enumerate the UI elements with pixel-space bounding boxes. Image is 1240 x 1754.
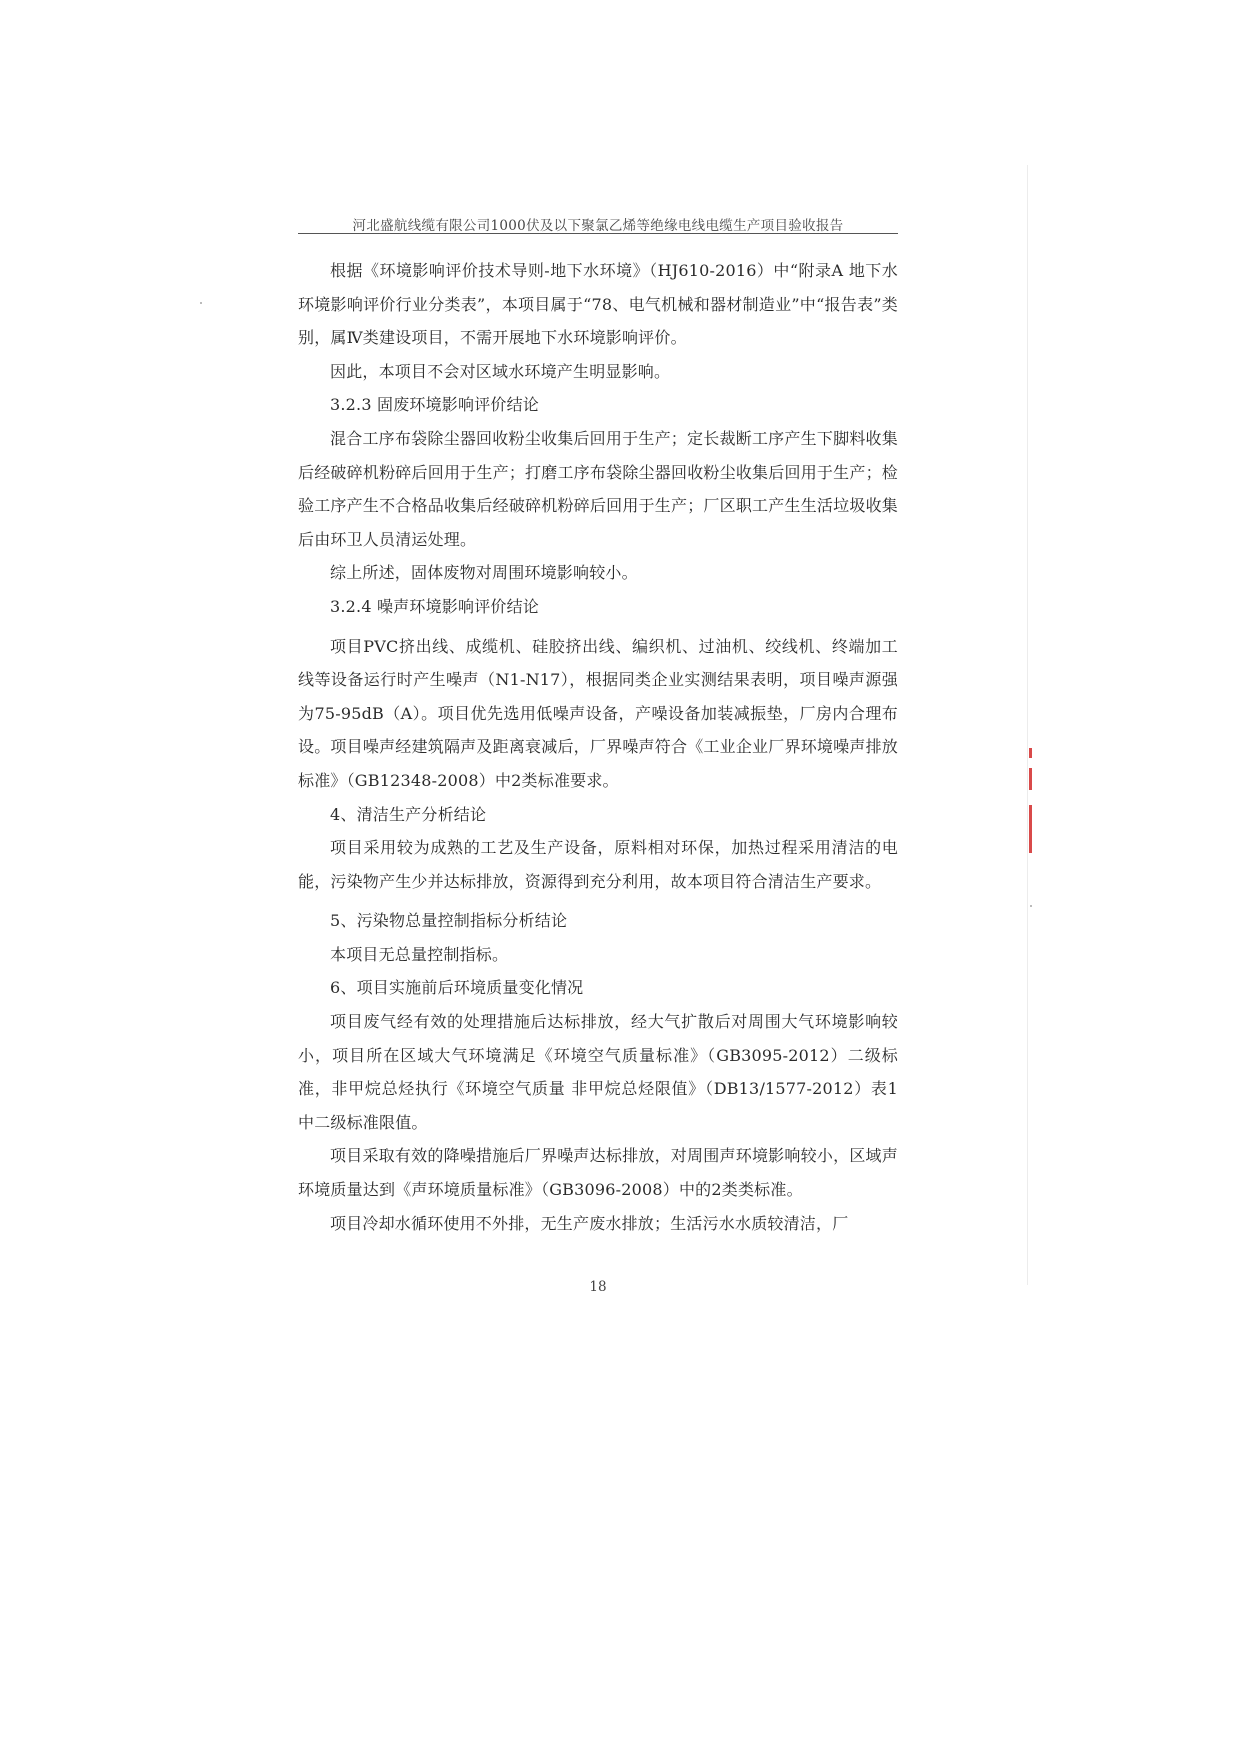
red-seal-fragment bbox=[1029, 748, 1032, 758]
paragraph-solid-waste: 混合工序布袋除尘器回收粉尘收集后回用于生产；定长裁断工序产生下脚料收集后经破碎机粉碎后回用于生产；打磨工序布袋除尘器回收粉尘收集后回用于生产；检验工序产生不合格品收集后经破碎机粉碎后回用于生产；厂区职工产生生活垃圾收集后由环卫人员清运处理。 bbox=[298, 428, 898, 549]
paragraph-solid-waste-summary: 综上所述，固体废物对周围环境影响较小。 bbox=[330, 563, 638, 583]
red-seal-fragment bbox=[1029, 768, 1032, 790]
report-header-title: 河北盛航线缆有限公司1000伏及以下聚氯乙烯等绝缘电线电缆生产项目验收报告 bbox=[352, 218, 844, 234]
scan-edge-line bbox=[1027, 165, 1028, 1285]
paragraph-water-quality: 项目冷却水循环使用不外排，无生产废水排放；生活污水水质较清洁，厂 bbox=[330, 1213, 849, 1233]
red-seal-fragment bbox=[1029, 805, 1032, 853]
paragraph-total-control: 本项目无总量控制指标。 bbox=[330, 944, 509, 964]
paragraph-water-conclusion: 因此，本项目不会对区域水环境产生明显影响。 bbox=[330, 361, 671, 381]
report-body bbox=[298, 254, 898, 1240]
paragraph-groundwater-assessment: 根据《环境影响评价技术导则-地下水环境》（HJ610-2016）中“附录A 地下水环境影响评价行业分类表”，本项目属于“78、电气机械和器材制造业”中“报告表”类别，属Ⅳ类建设项目，不需开展地下水环境影响评价。 bbox=[298, 261, 898, 348]
section-heading-quality-change: 6、项目实施前后环境质量变化情况 bbox=[330, 978, 584, 998]
paragraph-clean-production: 项目采用较为成熟的工艺及生产设备，原料相对环保，加热过程采用清洁的电能，污染物产生少并达标排放，资源得到充分利用，故本项目符合清洁生产要求。 bbox=[298, 838, 898, 891]
paragraph-noise-quality: 项目采取有效的降噪措施后厂界噪声达标排放，对周围声环境影响较小，区域声环境质量达到《声环境质量标准》（GB3096-2008）中的2类类标准。 bbox=[298, 1146, 898, 1200]
section-heading-total-control: 5、污染物总量控制指标分析结论 bbox=[330, 911, 568, 931]
paragraph-noise: 项目PVC挤出线、成缆机、硅胶挤出线、编织机、过油机、绞线机、终端加工线等设备运行时产生噪声（N1-N17），根据同类企业实测结果表明，项目噪声源强为75-95dB（A）。项目优先选用低噪声设备，产噪设备加装减振垫，厂房内合理布设。项目噪声经建筑隔声及距离衰减后，厂界噪声符合《工业企业厂界环境噪声排放标准》（GB12348-2008）中2类标准要求。 bbox=[298, 636, 898, 790]
header-divider bbox=[298, 233, 898, 234]
page-number: 18 bbox=[589, 1279, 607, 1295]
section-heading-noise: 3.2.4 噪声环境影响评价结论 bbox=[330, 596, 539, 616]
scan-speck bbox=[200, 302, 202, 304]
section-heading-clean-production: 4、清洁生产分析结论 bbox=[330, 804, 487, 824]
paragraph-air-quality: 项目废气经有效的处理措施后达标排放，经大气扩散后对周围大气环境影响较小，项目所在区域大气环境满足《环境空气质量标准》（GB3095-2012）二级标准，非甲烷总烃执行《环境空气质量 非甲烷总烃限值》（DB13/1577-2012）表1中二级标准限值。 bbox=[298, 1012, 898, 1132]
scan-speck bbox=[1030, 905, 1032, 907]
section-heading-solid-waste: 3.2.3 固废环境影响评价结论 bbox=[330, 395, 539, 415]
